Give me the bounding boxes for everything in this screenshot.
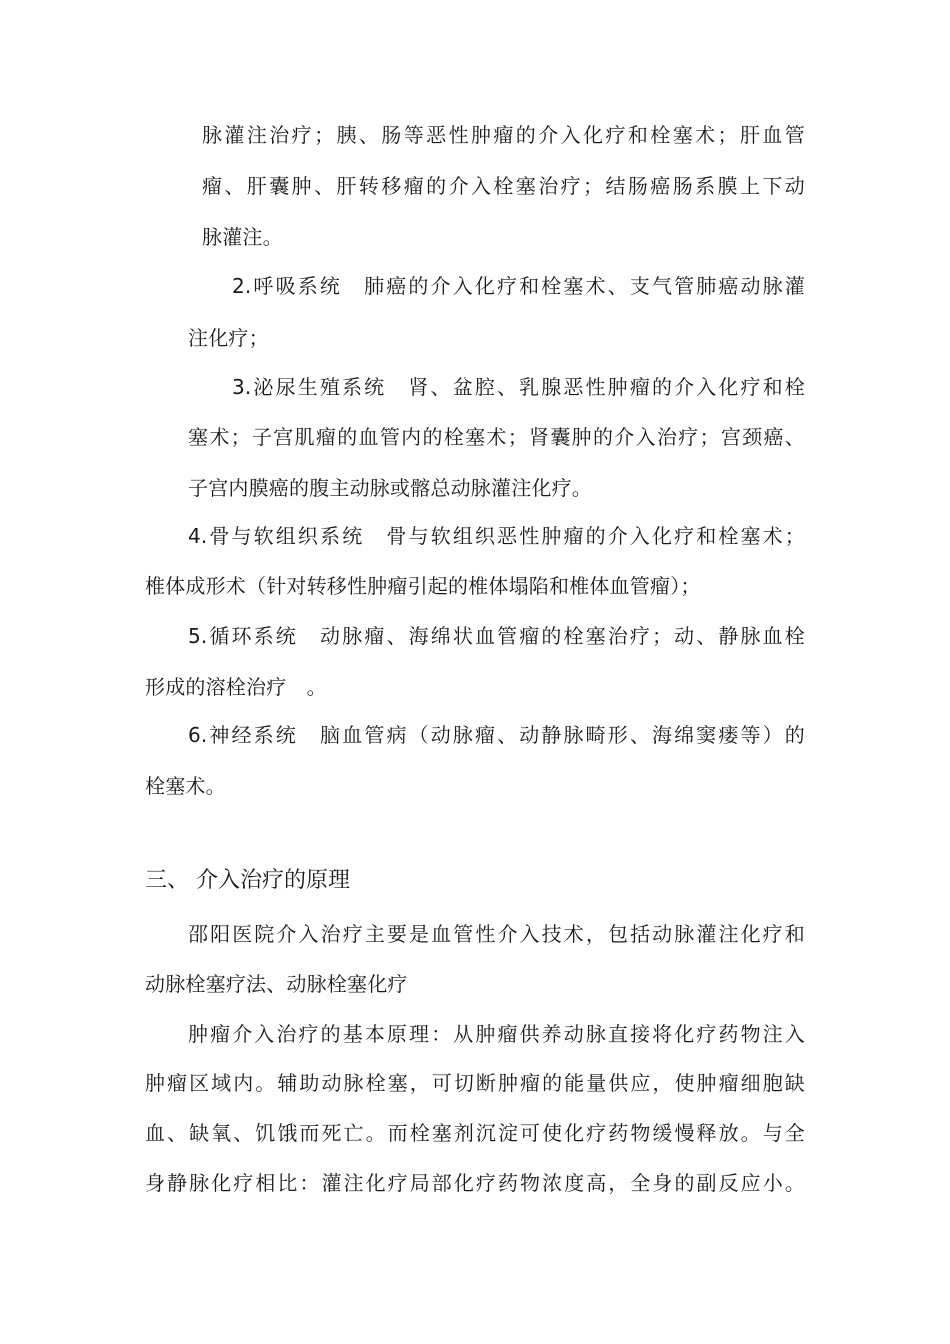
paragraph-circulatory-line-1: 5.循环系统 动脉瘤、海绵状血管瘤的栓塞治疗；动、静脉血栓 [188, 624, 805, 648]
paragraph-principle-line-1: 肿瘤介入治疗的基本原理：从肿瘤供养动脉直接将化疗药物注入 [188, 1022, 805, 1046]
paragraph-principle-line-3: 血、缺氧、饥饿而死亡。而栓塞剂沉淀可使化疗药物缓慢释放。与全 [145, 1121, 805, 1145]
paragraph-respiratory-line-1: 2.呼吸系统 肺癌的介入化疗和栓塞术、支气管肺癌动脉灌 [232, 274, 805, 298]
paragraph-digestive-line-1: 脉灌注治疗；胰、肠等恶性肿瘤的介入化疗和栓塞术；肝血管 [202, 123, 805, 147]
paragraph-digestive-line-3: 脉灌注。 [202, 225, 283, 249]
paragraph-hospital-line-1: 邵阳医院介入治疗主要是血管性介入技术，包括动脉灌注化疗和 [188, 922, 805, 946]
section-heading: 三、 介入治疗的原理 [145, 868, 350, 893]
paragraph-respiratory-line-2: 注化疗； [188, 326, 269, 350]
paragraph-urogenital-line-1: 3.泌尿生殖系统 肾、盆腔、乳腺恶性肿瘤的介入化疗和栓 [232, 375, 805, 399]
paragraph-nervous-line-2: 栓塞术。 [145, 774, 226, 798]
paragraph-urogenital-line-3: 子宫内膜癌的腹主动脉或髂总动脉灌注化疗。 [188, 476, 592, 500]
paragraph-digestive-line-2: 瘤、肝囊肿、肝转移瘤的介入栓塞治疗；结肠癌肠系膜上下动 [202, 174, 805, 198]
paragraph-circulatory-line-2: 形成的溶栓治疗 。 [145, 675, 327, 699]
paragraph-hospital-line-2: 动脉栓塞疗法、动脉栓塞化疗 [145, 972, 408, 996]
paragraph-bone-line-1: 4.骨与软组织系统 骨与软组织恶性肿瘤的介入化疗和栓塞术； [188, 524, 805, 548]
paragraph-principle-line-2: 肿瘤区域内。辅助动脉栓塞，可切断肿瘤的能量供应，使肿瘤细胞缺 [145, 1071, 805, 1095]
paragraph-bone-line-2: 椎体成形术（针对转移性肿瘤引起的椎体塌陷和椎体血管瘤）； [145, 574, 701, 598]
paragraph-nervous-line-1: 6.神经系统 脑血管病（动脉瘤、动静脉畸形、海绵窦瘘等）的 [188, 723, 805, 747]
paragraph-urogenital-line-2: 塞术；子宫肌瘤的血管内的栓塞术；肾囊肿的介入治疗；宫颈癌、 [188, 425, 805, 449]
paragraph-principle-line-4: 身静脉化疗相比：灌注化疗局部化疗药物浓度高，全身的副反应小。 [145, 1171, 805, 1195]
